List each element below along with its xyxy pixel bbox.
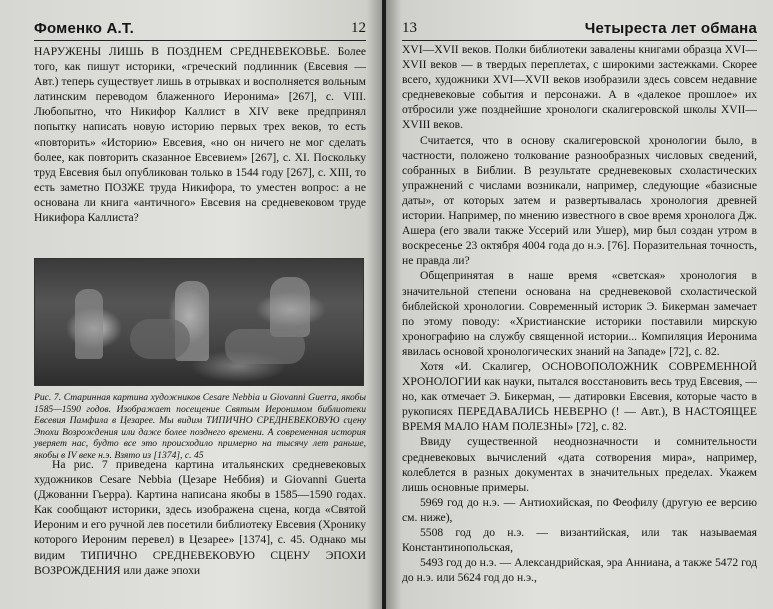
paragraph: Ввиду существенной неоднозначности и сомнительности средневековых вычислений «дата сотворения мира», например, колеблется в разных документах в значительных пределах. Укажем лишь основные примеры. [402, 435, 757, 494]
left-text-bottom [34, 457, 366, 578]
running-title: Фоменко А.Т. [34, 20, 134, 37]
paragraph: НАРУЖЕНЫ ЛИШЬ В ПОЗДНЕМ СРЕДНЕВЕКОВЬЕ. Более того, как пишут историки, «греческий подлинник (Евсевия — Авт.) теперь существует лишь в отрывках и восполняется вольным латинским переводом блаженного Иеронима» [267], с. VIII. Любопытно, что Никифор Каллист в XIV веке предпринял попытку написать новую историю первых трех веков, то есть «повторить» «Историю» Евсевия, «но он ничего не мог сделать более, как повторить сказанное Евсевием» [267], с. XI. Поскольку труд Евсевия был опубликован только в 1544 году [267], с. XIII, то есть заметно ПОЗЖЕ труда Никифора, то уместен вопрос: а не основана ли книга «античного» Евсевия на средневековом труде Никифора Каллиста? [34, 45, 366, 225]
running-title: Четыреста лет обмана [584, 20, 757, 37]
left-page-header [34, 18, 366, 41]
paragraph: Общепринятая в наше время «светская» хронология в значительной степени основана на средневековой схоластической библейской хронологии. Современный историк Э. Бикерман замечает по этому поводу: «Христианские историки поставили мирскую хронографию на службу священной истории... Компиляция Иеронима явилась основой хронологических знаний на Западе» [72], с. 82. [402, 269, 757, 358]
paragraph: 5508 год до н.э. — византийская, или так называемая Константинопольская, [402, 526, 757, 555]
paragraph: На рис. 7 приведена картина итальянских средневековых художников Cesare Nebbia (Цезаре Неббия) и Giovanni Guerta (Джованни Гьерра). Картина написана якобы в 1585—1590 годах. Как сообщают историки, здесь изображена сцена, когда «Святой Иероним и его ручной лев посетили библиотеку Евсевия (Хронику которого Иероним перевел) в Цезарее» [1374], с. 45. Однако мы видим ТИПИЧНО СРЕДНЕВЕКОВУЮ СЦЕНУ ЭПОХИ ВОЗРОЖДЕНИЯ или даже эпохи [34, 458, 366, 577]
right-text [402, 42, 757, 585]
paragraph: Хотя «И. Скалигер, ОСНОВОПОЛОЖНИК СОВРЕМЕННОЙ ХРОНОЛОГИИ как науки, пытался восстановить весь труд Евсевия, — но, как отмечает Э. Бикерман, — датировки Евсевия, которые часто в рукописях ПЕРЕДАВАЛИСЬ НЕВЕРНО (! — Авт.), В НАСТОЯЩЕЕ ВРЕМЯ МАЛО НАМ ПОЛЕЗНЫ» [72], с. 82. [402, 359, 757, 434]
paragraph: Считается, что в основу скалигеровской хронологии было, в частности, положено толкование разнообразных числовых сведений, собранных в Библии. В результате средневековых схоластических упражнений с числами возникали, например, следующие «базисные даты», от которых затем и развертывалась хронология древней истории. Например, по мнению известного в свое время хронолога Дж. Ашера (его звали также Уссерий или Ушер), мир был создан утром в воскресенье 23 октября 4004 года до н.э. [76]. Поразительная точность, не правда ли? [402, 133, 757, 268]
right-page [386, 0, 773, 609]
left-text-top [34, 44, 366, 225]
right-page-header [402, 18, 757, 41]
paragraph: 5493 год до н.э. — Александрийская, эра Анниана, а также 5472 год до н.э. или 5624 год до н.э., [402, 556, 757, 585]
painting-illustration [34, 258, 364, 386]
page-number: 12 [351, 20, 366, 36]
page-number: 13 [402, 20, 417, 36]
figure-caption: Рис. 7. Старинная картина художников Cesare Nebbia и Giovanni Guerra, якобы 1585—1590 годов. Изображает посещение Святым Иеронимом библиотеки Евсевия Памфила в Цезарее. Мы видим ТИПИЧНО СРЕДНЕВЕКОВУЮ сцену Эпохи Возрождения или даже более позднего времени. А современная история уверяет нас, будто все это происходило примерно на тысячу лет раньше, якобы в IV веке н.э. Взято из [1374], с. 45 [34, 392, 366, 461]
paragraph: 5969 год до н.э. — Антиохийская, по Феофилу (другую ее версию см. ниже), [402, 495, 757, 524]
left-page [0, 0, 382, 609]
paragraph: XVI—XVII веков. Полки библиотеки завалены книгами образца XVI—XVII веков — в твердых переплетах, с широкими застежками. Скорее всего, художники XVI—XVII веков изобразили здесь совсем недавние средневековые события и персонажи. А в «далекое прошлое» их отбросили уже позднейшие хронологи скалигеровской школы XVII—XVIII веков. [402, 43, 757, 132]
